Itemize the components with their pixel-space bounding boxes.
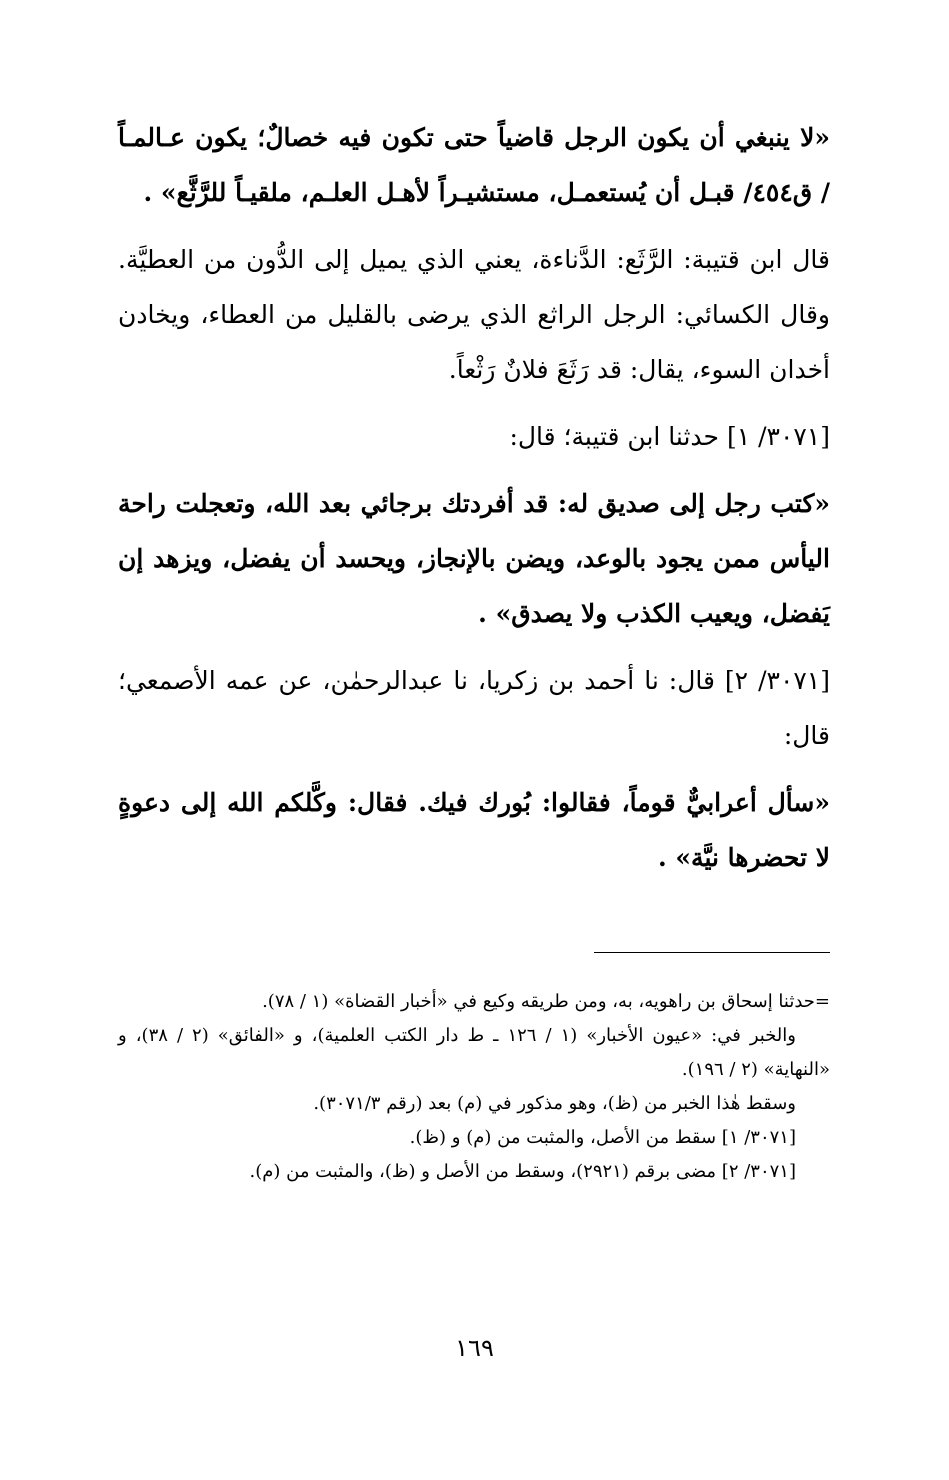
commentary-paragraph: قال ابن قتيبة: الرَّثَع: الدَّناءة، يعني الذي يميل إلى الدُّون من العطيَّة. وقال الكسائي: الرجل الراثع الذي يرضى بالقليل من العطاء، ويخادن أخدان السوء، يقال: قد رَثَعَ فلانٌ رَثْعاً. bbox=[118, 245, 830, 384]
footnote-line: وسقط هٰذا الخبر من (ظ)، وهو مذكور في (م) بعد (رقم ٣٠٧١/٣). bbox=[313, 1093, 796, 1114]
isnad-paragraph-2: [٣٠٧١/ ٢] قال: نا أحمد بن زكريا، نا عبدالرحمٰن، عن عمه الأصمعي؛ قال: bbox=[118, 666, 830, 750]
footnote-line: [٣٠٧١/ ٢] مضى برقم (٢٩٢١)، وسقط من الأصل و (ظ)، والمثبت من (م). bbox=[249, 1161, 796, 1182]
page-number: ١٦٩ bbox=[455, 1334, 494, 1362]
quote-paragraph-2: «كتب رجل إلى صديق له: قد أفردتك برجائي بعد الله، وتعجلت راحة اليأس ممن يجود بالوعد، ويضن بالإنجاز، ويحسد أن يفضل، ويزهد إن يَفضل، ويعيب الكذب ولا يصدق» . bbox=[118, 489, 830, 628]
footnote-line: =حدثنا إسحاق بن راهويه، به، ومن طريقه وكيع في «أخبار القضاة» (١ / ٧٨). bbox=[262, 991, 830, 1012]
footnotes bbox=[118, 985, 830, 1189]
isnad-paragraph-1: [٣٠٧١/ ١] حدثنا ابن قتيبة؛ قال: bbox=[509, 422, 830, 451]
footnote-line: [٣٠٧١/ ١] سقط من الأصل، والمثبت من (م) و (ظ). bbox=[409, 1127, 796, 1148]
quote-paragraph-3: «سأل أعرابيٌّ قوماً، فقالوا: بُورك فيك. فقال: وكَّلكم الله إلى دعوةٍ لا تحضرها نيَّة» . bbox=[118, 788, 830, 872]
quote-paragraph-1: «لا ينبغي أن يكون الرجل قاضياً حتى تكون فيه خصالٌ؛ يكون عـالمـاً / ق٤٥٤/ قبـل أن يُستعمـل، مستشيـراً لأهـل العلـم، ملقيـاً للرَّثَّع» . bbox=[118, 123, 830, 207]
main-text bbox=[118, 110, 830, 885]
footnote-line: والخبر في: «عيون الأخبار» (١ / ١٢٦ ـ ط دار الكتب العلمية)، و «الفائق» (٢ / ٣٨)، و «النهاية» (٢ / ١٩٦). bbox=[118, 1025, 830, 1080]
footnote-separator bbox=[594, 952, 830, 953]
